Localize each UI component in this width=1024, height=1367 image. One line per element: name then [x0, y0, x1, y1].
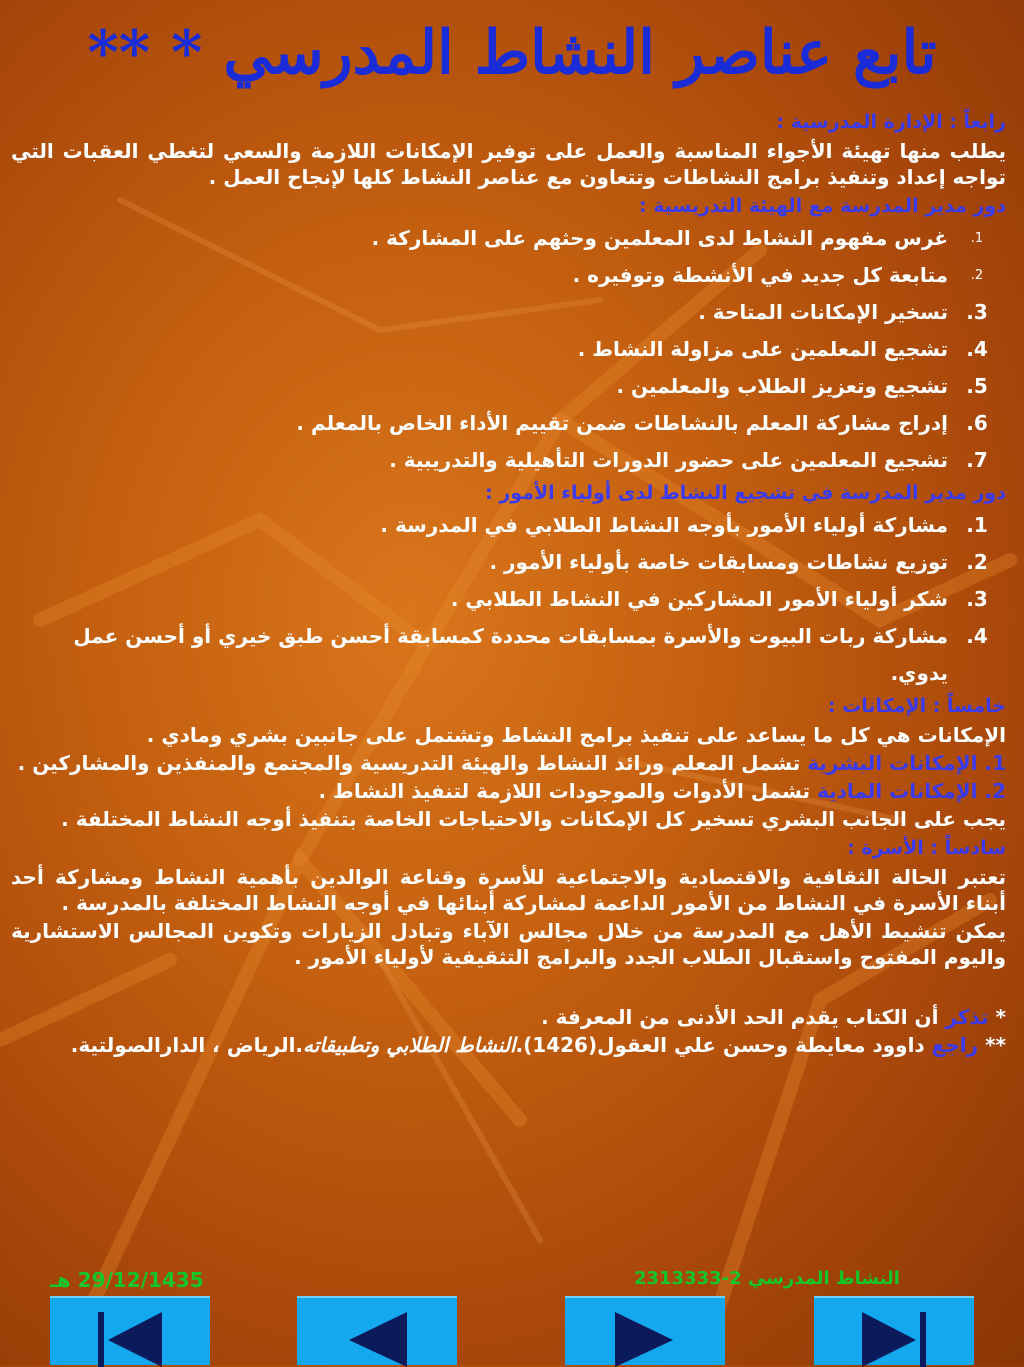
list-item: 1. غرس مفهوم النشاط لدى المعلمين وحثهم على المشاركة . [371, 226, 984, 250]
section5-intro: الإمكانات هي كل ما يساعد على تنفيذ برامج النشاط وتشتمل على جانبين بشري ومادي . [146, 723, 1006, 747]
list-item: 3. شكر أولياء الأمور المشاركين في النشاط الطلابي . [450, 587, 988, 611]
human-resources-line: 1. الإمكانات البشرية تشمل المعلم ورائد النشاط والهيئة التدريسية والمجتمع والمنفذين والمشاركين . [17, 751, 1006, 775]
principal-staff-heading: دور مدير المدرسة مع الهيئة التدريسية : [638, 195, 1006, 217]
remember-note: * تذكر أن الكتاب يقدم الحد الأدنى من المعرفة . [541, 1005, 1006, 1029]
reference-note: ** راجع داوود معايطة وحسن علي العقول(1426).النشاط الطلابي وتطبيقاته.الرياض ، الدارالصولتية. [70, 1033, 1006, 1057]
list-item: 3. تسخير الإمكانات المتاحة . [698, 300, 988, 324]
last-slide-icon [814, 1298, 974, 1367]
list-item: 5. تشجيع وتعزيز الطلاب والمعلمين . [616, 374, 988, 398]
next-slide-icon [565, 1298, 725, 1367]
section4-heading: رابعاً : الإدارة المدرسية : [776, 111, 1006, 133]
list-item: 2. توزيع نشاطات ومسابقات خاصة بأولياء الأمور . [489, 550, 988, 574]
section6-paragraph-1: تعتبر الحالة الثقافية والاقتصادية والاجتماعية للأسرة وقناعة الوالدين بأهمية النشاط ومشاركة أحد أبناء الأسرة في النشاط من الأمور الداعمة لمشاركة أبنائها في أوجه النشاط المختلفة بالمدرسة . [11, 865, 1006, 915]
list-item: 1. مشاركة أولياء الأمور بأوجه النشاط الطلابي في المدرسة . [380, 513, 988, 537]
principal-parents-heading: دور مدير المدرسة في تشجيع النشاط لدى أولياء الأمور : [485, 482, 1006, 504]
section5-note: يجب على الجانب البشري تسخير كل الإمكانات والاحتياجات الخاصة بتنفيذ أوجه النشاط المختلفة . [61, 807, 1006, 831]
section5-heading: خامساً : الإمكانات : [827, 695, 1006, 717]
footer-date: 29/12/1435 هـ [50, 1268, 204, 1292]
list-item: 4. مشاركة ربات البيوت والأسرة بمسابقات محددة كمسابقة أحسن طبق خيري أو أحسن عمل يدوي. [73, 624, 988, 685]
list-item: 4. تشجيع المعلمين على مزاولة النشاط . [577, 337, 988, 361]
section6-paragraph-2: يمكن تنشيط الأهل مع المدرسة من خلال مجالس الآباء وتبادل الزيارات وتكوين المجالس الاستشارية واليوم المفتوح واستقبال الطلاب الجدد والبرامج التثقيفية لأولياء الأمور . [11, 919, 1006, 969]
principal-parents-list [11, 507, 1006, 692]
next-slide-button[interactable] [565, 1296, 725, 1365]
principal-staff-list [11, 220, 1006, 479]
list-item: 6. إدراج مشاركة المعلم بالنشاطات ضمن تقييم الأداء الخاص بالمعلم . [296, 411, 988, 435]
footer-course: النشاط المدرسي 2-2313333 [634, 1268, 900, 1289]
previous-slide-button[interactable] [297, 1296, 457, 1365]
page-title: تابع عناصر النشاط المدرسي * ** [87, 18, 937, 88]
list-item: 7. تشجيع المعلمين على حضور الدورات التأهيلية والتدريبية . [389, 448, 988, 472]
section4-paragraph: يطلب منها تهيئة الأجواء المناسبة والعمل على توفير الإمكانات اللازمة والسعي لتغطي العقبات التي تواجه إعداد وتنفيذ برامج النشاطات وتتعاون مع عناصر النشاط كلها لإنجاح العمل . [11, 139, 1006, 189]
last-slide-button[interactable] [814, 1296, 974, 1365]
section6-heading: سادساً : الأسرة : [847, 837, 1006, 859]
slide-content [11, 108, 1006, 1060]
material-resources-line: 2. الإمكانات المادية تشمل الأدوات والموجودات اللازمة لتنفيذ النشاط . [318, 779, 1006, 803]
list-item: 2. متابعة كل جديد في الأنشطة وتوفيره . [572, 263, 984, 287]
previous-slide-icon [297, 1298, 457, 1367]
first-slide-icon [50, 1298, 210, 1367]
first-slide-button[interactable] [50, 1296, 210, 1365]
